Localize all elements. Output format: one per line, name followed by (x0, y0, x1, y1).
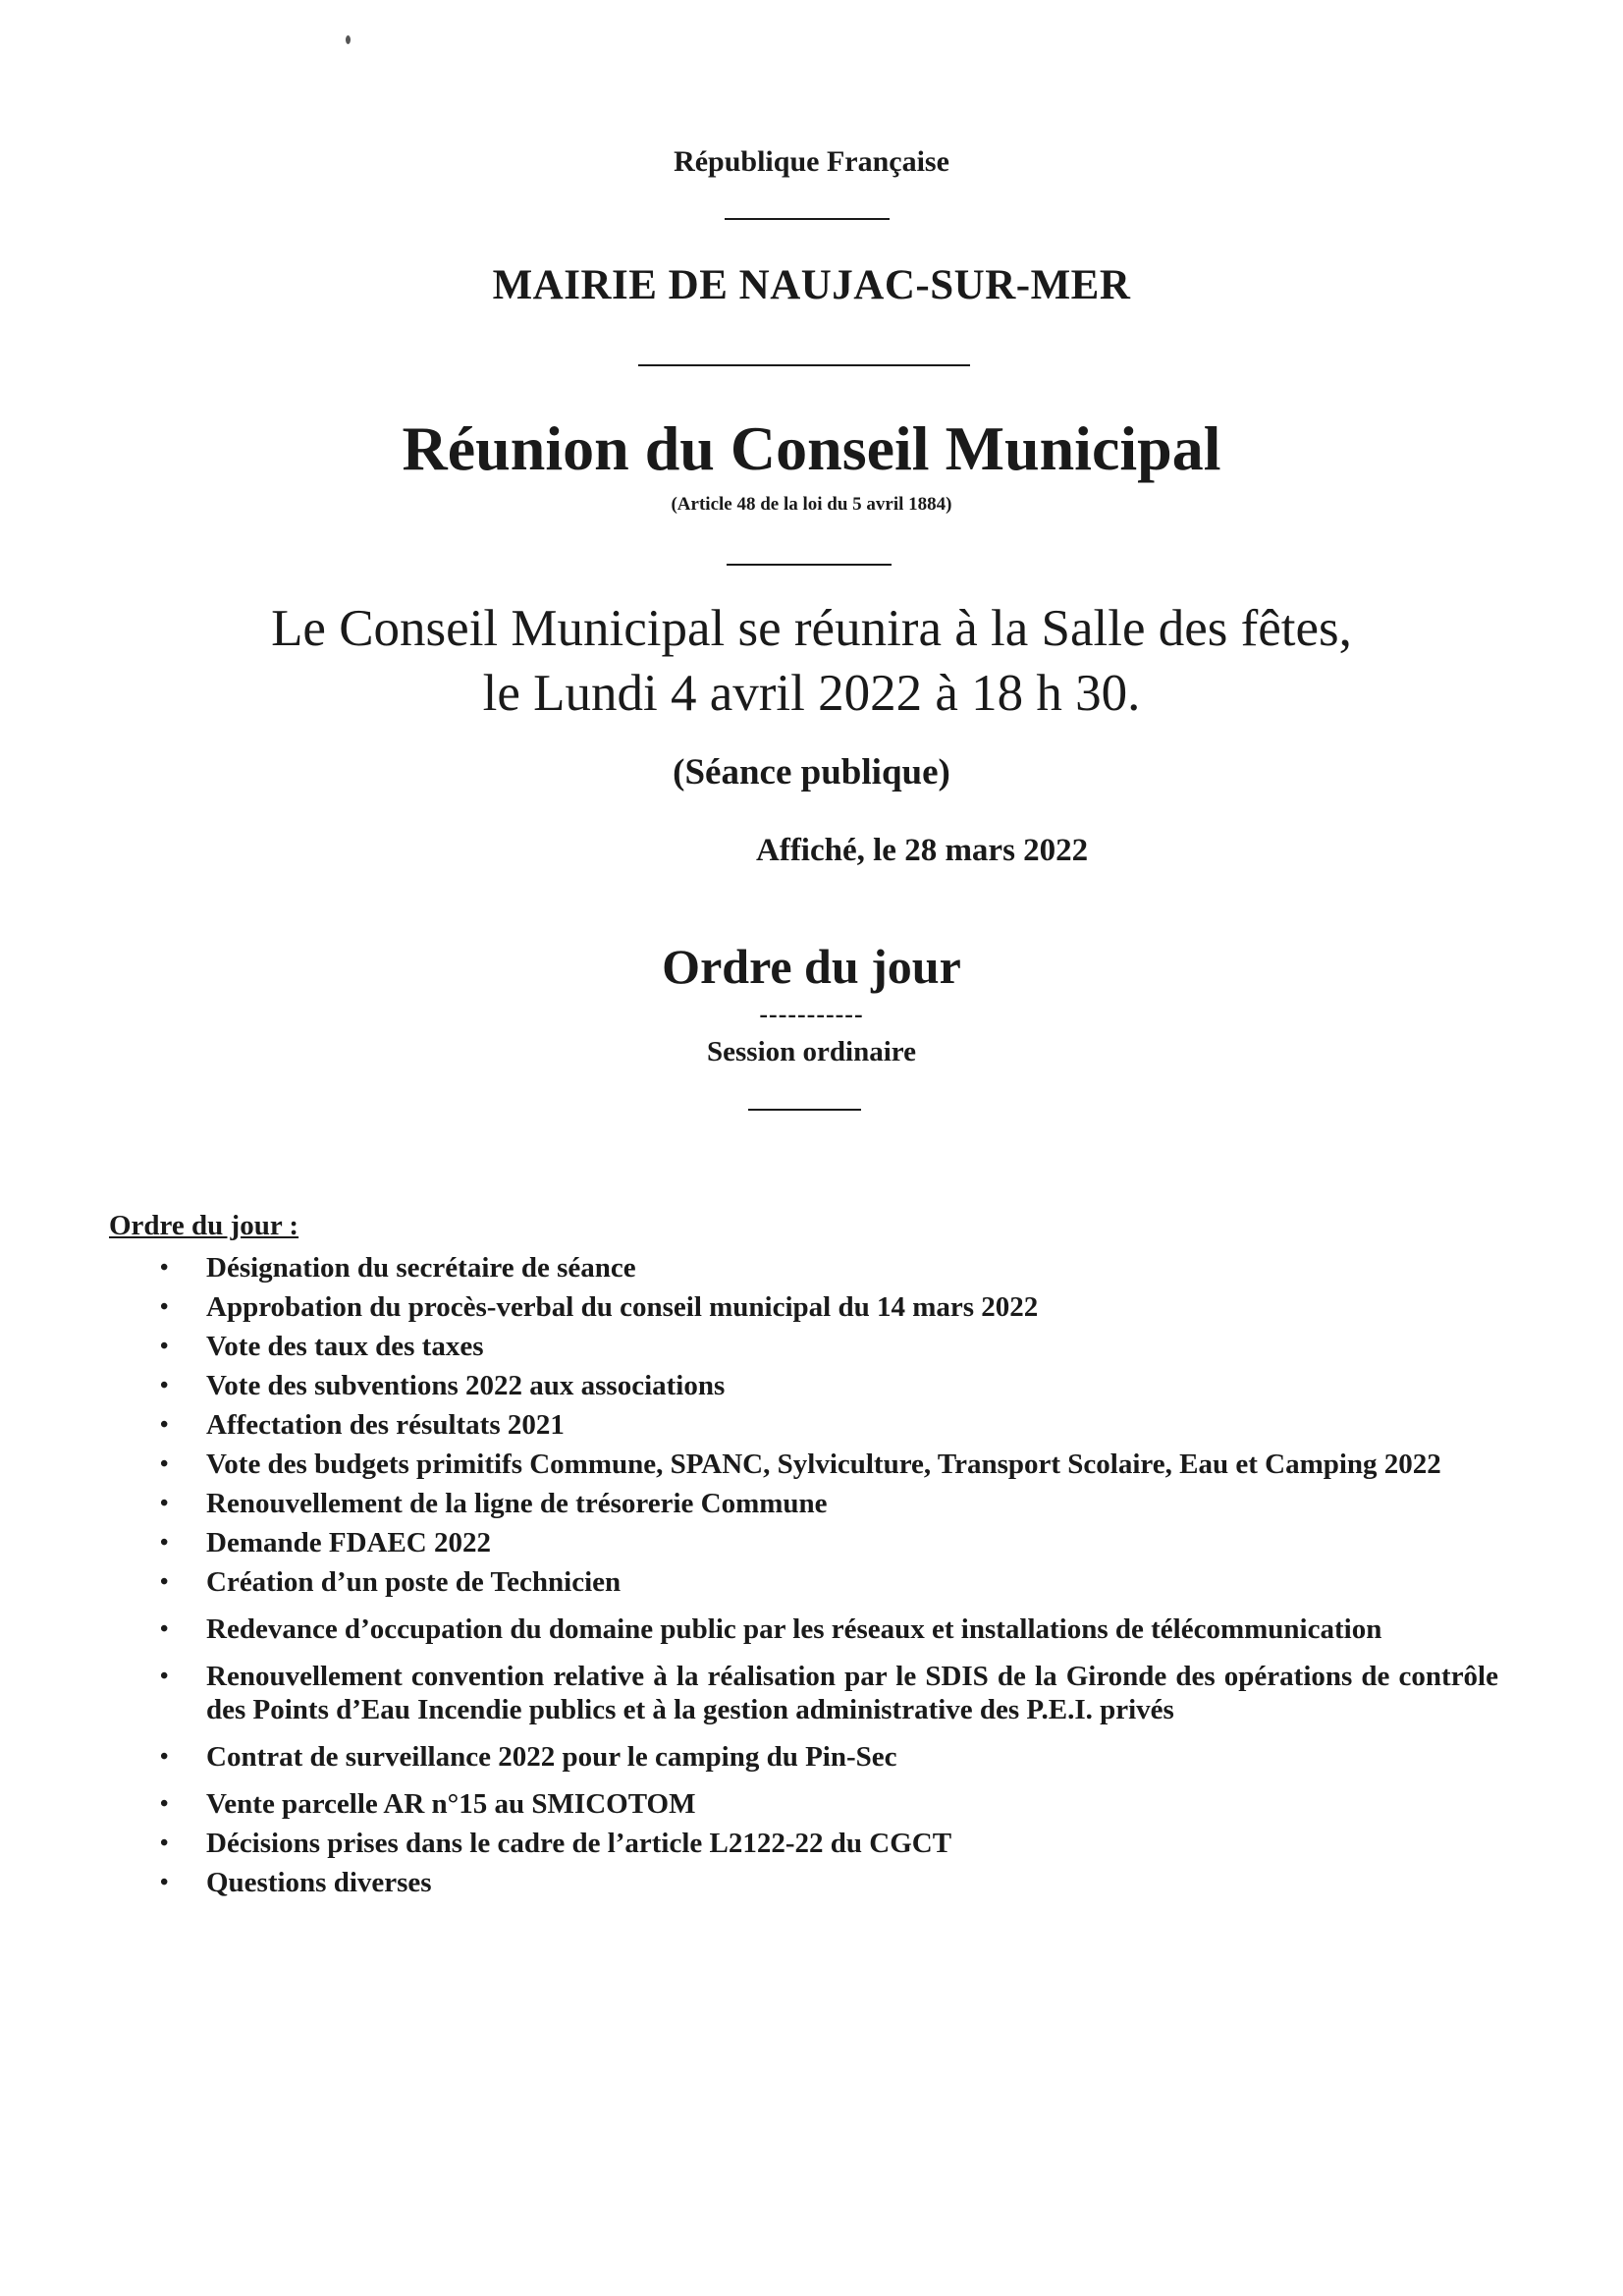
bullet-icon: • (160, 1569, 169, 1595)
list-item (0, 1866, 1623, 1899)
list-item (0, 1448, 1623, 1481)
agenda-item-text: Contrat de surveillance 2022 pour le camping du Pin-Sec (206, 1741, 897, 1773)
agenda-heading: Ordre du jour : (109, 1210, 299, 1241)
bullet-icon: • (160, 1870, 169, 1895)
ordre-du-jour-title: Ordre du jour (662, 939, 961, 994)
article-reference: (Article 48 de la loi du 5 avril 1884) (671, 494, 952, 515)
list-item (0, 1787, 1623, 1821)
bullet-icon: • (160, 1412, 169, 1438)
list-item (0, 1408, 1623, 1442)
bullet-icon: • (160, 1334, 169, 1359)
list-item (0, 1330, 1623, 1363)
list-item (0, 1251, 1623, 1285)
divider-4 (748, 1109, 861, 1111)
agenda-item-text: Vente parcelle AR n°15 au SMICOTOM (206, 1788, 696, 1820)
list-item (0, 1827, 1623, 1860)
agenda-item-text: Vote des taux des taxes (206, 1331, 484, 1362)
announcement-line-1: Le Conseil Municipal se réunira à la Salle des fêtes, (271, 600, 1352, 657)
agenda-item-text: Vote des subventions 2022 aux associations (206, 1370, 726, 1401)
session-ordinaire: Session ordinaire (707, 1036, 916, 1067)
list-item (0, 1487, 1623, 1520)
agenda-item-text: Création d’un poste de Technicien (206, 1566, 622, 1598)
agenda-item-text: Vote des budgets primitifs Commune, SPANC, Sylviculture, Transport Scolaire, Eau et Camping 2022 (206, 1449, 1441, 1480)
bullet-icon: • (160, 1791, 169, 1817)
list-item (0, 1526, 1623, 1559)
bullet-icon: • (160, 1744, 169, 1770)
seance-publique: (Séance publique) (673, 752, 950, 793)
meeting-announcement (0, 596, 1623, 726)
divider-2 (638, 364, 970, 366)
agenda-item-text: Renouvellement convention relative à la réalisation par le SDIS de la Gironde des opérations de contrôle des Points d’Eau Incendie publics et à la gestion administrative des P.E.I. privés (206, 1661, 1498, 1725)
bullet-icon: • (160, 1255, 169, 1281)
agenda-item-text: Demande FDAEC 2022 (206, 1527, 491, 1558)
announcement-line-2: le Lundi 4 avril 2022 à 18 h 30. (482, 665, 1141, 722)
bullet-icon: • (160, 1530, 169, 1556)
list-item (0, 1740, 1623, 1774)
divider-1 (725, 218, 890, 220)
bullet-icon: • (160, 1451, 169, 1477)
bullet-icon: • (160, 1373, 169, 1398)
agenda-item-text: Questions diverses (206, 1867, 432, 1898)
mairie-name: MAIRIE DE NAUJAC-SUR-MER (492, 262, 1131, 308)
republique-francaise: République Française (674, 145, 949, 178)
list-item (0, 1290, 1623, 1324)
bullet-icon: • (160, 1616, 169, 1642)
agenda-item-text: Décisions prises dans le cadre de l’article L2122-22 du CGCT (206, 1828, 952, 1859)
agenda-item-text: Redevance d’occupation du domaine public par les réseaux et installations de télécommunication (206, 1613, 1382, 1645)
affiche-date: Affiché, le 28 mars 2022 (756, 833, 1089, 868)
agenda-item-text: Renouvellement de la ligne de trésorerie Commune (206, 1488, 828, 1519)
bullet-icon: • (160, 1664, 169, 1689)
ordre-dashes: ----------- (759, 1000, 864, 1028)
agenda-item-text: Désignation du secrétaire de séance (206, 1252, 636, 1284)
divider-3 (727, 564, 892, 566)
list-item (0, 1613, 1623, 1646)
list-item (0, 1369, 1623, 1402)
agenda-item-text: Approbation du procès-verbal du conseil municipal du 14 mars 2022 (206, 1291, 1039, 1323)
document-title: Réunion du Conseil Municipal (402, 413, 1221, 483)
bullet-icon: • (160, 1491, 169, 1516)
agenda-list (0, 1251, 1623, 1905)
bullet-icon: • (160, 1831, 169, 1856)
scan-speck (346, 35, 351, 44)
list-item (0, 1565, 1623, 1599)
agenda-item-text: Affectation des résultats 2021 (206, 1409, 565, 1441)
bullet-icon: • (160, 1294, 169, 1320)
list-item (0, 1660, 1623, 1726)
